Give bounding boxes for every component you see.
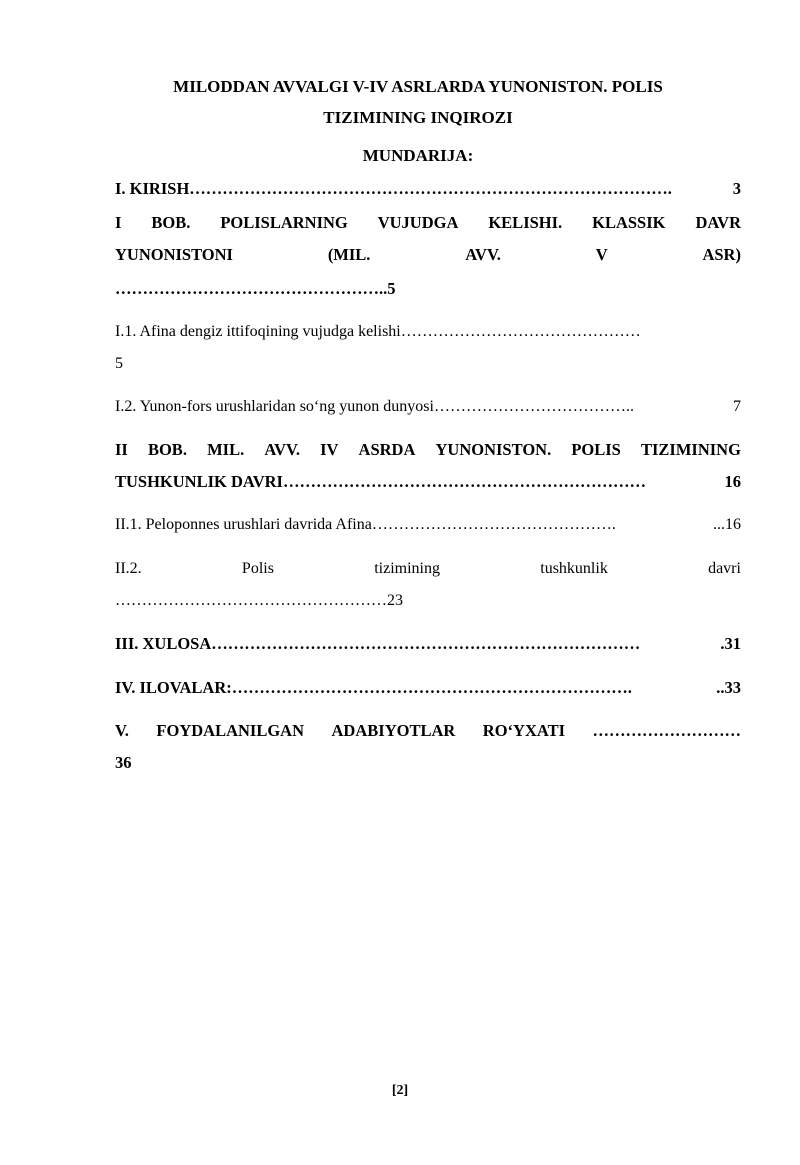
toc-word: POLISLARNING bbox=[220, 213, 348, 232]
document-title-line2: TIZIMINING INQIROZI bbox=[323, 108, 513, 127]
toc-word: DAVR bbox=[695, 213, 741, 232]
toc-entry-chapter2[interactable] bbox=[115, 435, 741, 465]
toc-word: V. bbox=[115, 721, 129, 740]
toc-entry-text: II.1. Peloponnes urushlari davrida Afina bbox=[115, 516, 372, 533]
toc-entry-references[interactable] bbox=[115, 716, 741, 746]
toc-word: IV bbox=[320, 440, 339, 459]
toc-leader-dots: ………………………………………………………………. bbox=[231, 678, 632, 697]
toc-entry-chapter1[interactable] bbox=[115, 208, 741, 238]
toc-word: ASR) bbox=[702, 245, 741, 264]
toc-entry-chapter1-line2 bbox=[115, 240, 741, 270]
toc-page-number: ...16 bbox=[713, 516, 741, 533]
toc-word: ADABIYOTLAR bbox=[331, 721, 456, 740]
toc-page-number: 5 bbox=[387, 279, 396, 298]
toc-leader-dots: ……………………………………………………………………………. bbox=[189, 179, 672, 198]
toc-page-number: 16 bbox=[724, 472, 741, 491]
toc-entry-appendix[interactable] bbox=[115, 673, 741, 703]
toc-word: Polis bbox=[241, 560, 274, 577]
toc-leader-dots: ……………………………………… bbox=[400, 323, 641, 340]
toc-word: BOB. bbox=[147, 440, 187, 459]
toc-entry-chapter2-line2 bbox=[115, 467, 741, 497]
toc-page-number: 5 bbox=[115, 355, 123, 372]
toc-page-number: 3 bbox=[732, 179, 741, 198]
toc-leader-dots: ……………………… bbox=[592, 721, 741, 740]
toc-entry-chapter1-line3 bbox=[115, 274, 741, 304]
contents-heading: MUNDARIJA: bbox=[362, 146, 474, 165]
toc-word: BOB. bbox=[151, 213, 191, 232]
toc-entry-text: III. XULOSA bbox=[115, 634, 212, 653]
toc-leader-dots: …………………………………………………………………… bbox=[211, 634, 641, 653]
document-title-line1: MILODDAN AVVALGI V-IV ASRLARDA YUNONISTON. POLIS bbox=[173, 77, 663, 96]
toc-leader-dots: …………………………………………… bbox=[115, 592, 387, 609]
toc-word: (MIL. bbox=[327, 245, 371, 264]
toc-page-number: 23 bbox=[387, 592, 403, 609]
toc-word: AVV. bbox=[264, 440, 300, 459]
toc-entry-section-1-1-page bbox=[115, 349, 741, 379]
toc-entry-references-page bbox=[115, 748, 741, 778]
toc-entry-text: TUSHKUNLIK DAVRI bbox=[115, 472, 283, 491]
toc-entry-section-1-1[interactable] bbox=[115, 317, 741, 347]
toc-word: KELISHI. bbox=[488, 213, 563, 232]
toc-entry-text: I.2. Yunon-fors urushlaridan so‘ng yunon dunyosi bbox=[115, 398, 434, 415]
toc-word: VUJUDGA bbox=[377, 213, 459, 232]
toc-leader-dots: ………………………………………. bbox=[371, 516, 616, 533]
toc-word: POLIS bbox=[571, 440, 621, 459]
toc-word: II.2. bbox=[115, 560, 142, 577]
toc-page-number: 7 bbox=[733, 398, 741, 415]
page-number: [2] bbox=[391, 1083, 409, 1098]
toc-page-number: 36 bbox=[115, 753, 132, 772]
toc-word: AVV. bbox=[465, 245, 501, 264]
toc-page-number: ..33 bbox=[716, 678, 741, 697]
toc-entry-text: IV. ILOVALAR: bbox=[115, 678, 232, 697]
toc-entry-intro[interactable] bbox=[115, 174, 741, 204]
toc-entry-section-2-2-line2 bbox=[115, 586, 741, 616]
toc-word: YUNONISTONI bbox=[115, 245, 233, 264]
toc-leader-dots: ………………………………………….. bbox=[115, 279, 388, 298]
toc-entry-section-1-2[interactable] bbox=[115, 392, 741, 422]
toc-word: davri bbox=[708, 560, 741, 577]
toc-word: ASRDA bbox=[358, 440, 416, 459]
toc-entry-section-2-1[interactable] bbox=[115, 510, 741, 540]
toc-word: II bbox=[115, 440, 128, 459]
toc-word: I bbox=[115, 213, 122, 232]
toc-leader-dots: ……………………………….. bbox=[433, 398, 634, 415]
toc-word: V bbox=[595, 245, 608, 264]
toc-entry-text: I. KIRISH bbox=[115, 179, 190, 198]
toc-entry-conclusion[interactable] bbox=[115, 629, 741, 659]
toc-word: tushkunlik bbox=[540, 560, 608, 577]
toc-entry-text: I.1. Afina dengiz ittifoqining vujudga kelishi bbox=[115, 323, 401, 340]
toc-word: YUNONISTON. bbox=[435, 440, 552, 459]
toc-word: KLASSIK bbox=[592, 213, 666, 232]
toc-word: FOYDALANILGAN bbox=[156, 721, 305, 740]
toc-page-number: .31 bbox=[720, 634, 741, 653]
toc-leader-dots: ………………………………………………………… bbox=[282, 472, 646, 491]
toc-word: TIZIMINING bbox=[640, 440, 741, 459]
toc-entry-section-2-2[interactable] bbox=[115, 554, 741, 584]
toc-word: tizimining bbox=[374, 560, 440, 577]
toc-word: RO‘YXATI bbox=[482, 721, 565, 740]
toc-word: MIL. bbox=[207, 440, 245, 459]
